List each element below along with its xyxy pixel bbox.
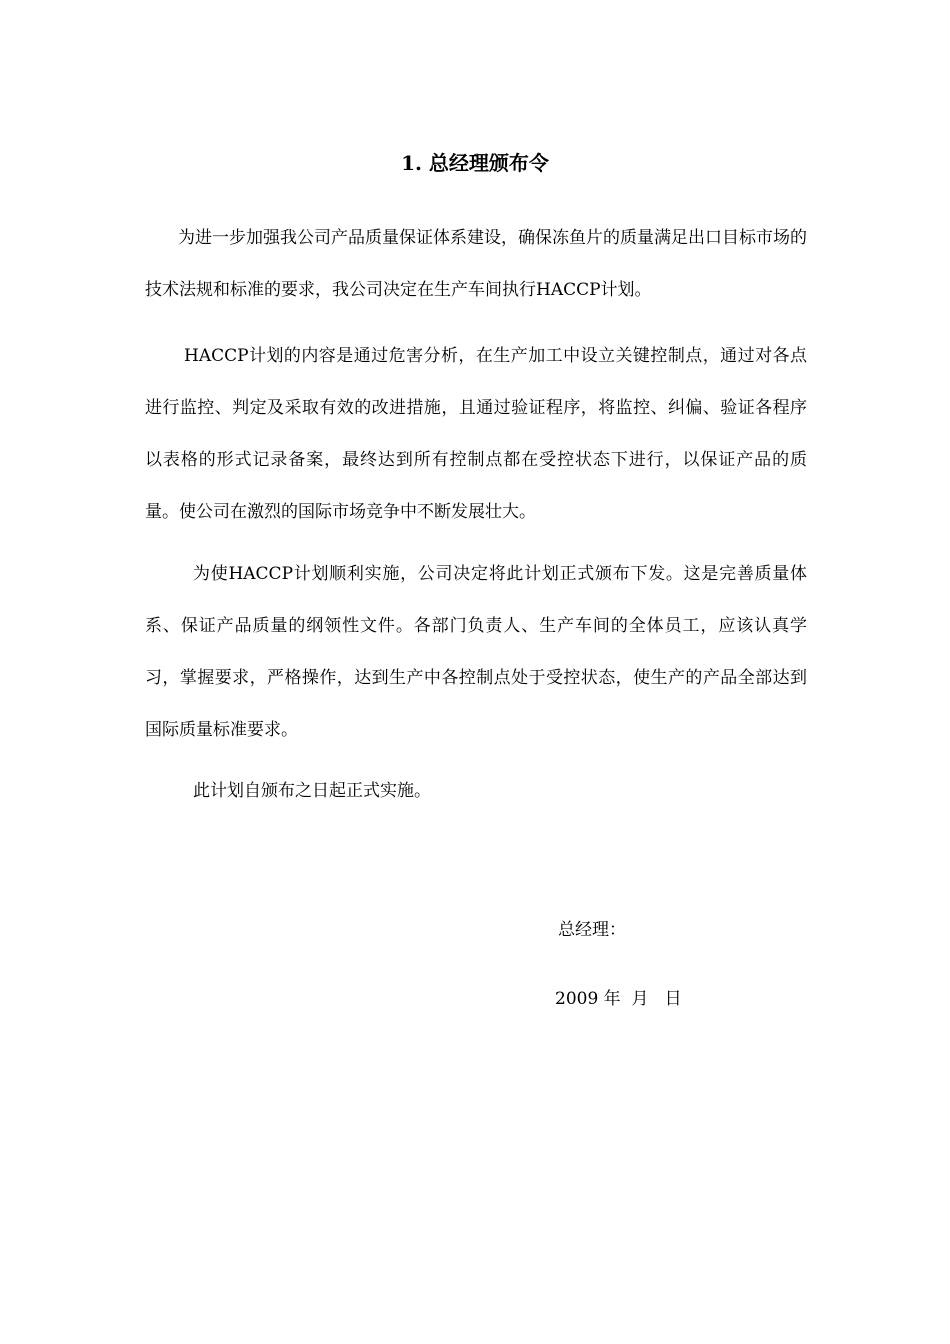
paragraph-haccp-content: HACCP计划的内容是通过危害分析，在生产加工中设立关键控制点，通过对各点进行监控、判定及采取有效的改进措施，且通过验证程序，将监控、纠偏、验证各程序以表格的形式记录备案，最终达到所有控制点都在受控状态下进行，以保证产品的质量。使公司在激烈的国际市场竞争中不断发展壮大。 [145, 346, 807, 522]
paragraph-quality-assurance: 为进一步加强我公司产品质量保证体系建设，确保冻鱼片的质量满足出口目标市场的技术法规和标准的要求，我公司决定在生产车间执行HACCP计划。 [145, 228, 807, 300]
page-title: 1. 总经理颁布令 [401, 151, 549, 175]
signature-date: 2009 年 月 日 [555, 989, 682, 1009]
paragraph-effective-date: 此计划自颁布之日起正式实施。 [193, 781, 431, 801]
paragraph-implementation: 为使HACCP计划顺利实施，公司决定将此计划正式颁布下发。这是完善质量体系、保证产品质量的纲领性文件。各部门负责人、生产车间的全体员工，应该认真学习，掌握要求，严格操作，达到生产中各控制点处于受控状态，使生产的产品全部达到国际质量标准要求。 [145, 564, 807, 740]
signature-manager-label: 总经理： [558, 920, 626, 940]
